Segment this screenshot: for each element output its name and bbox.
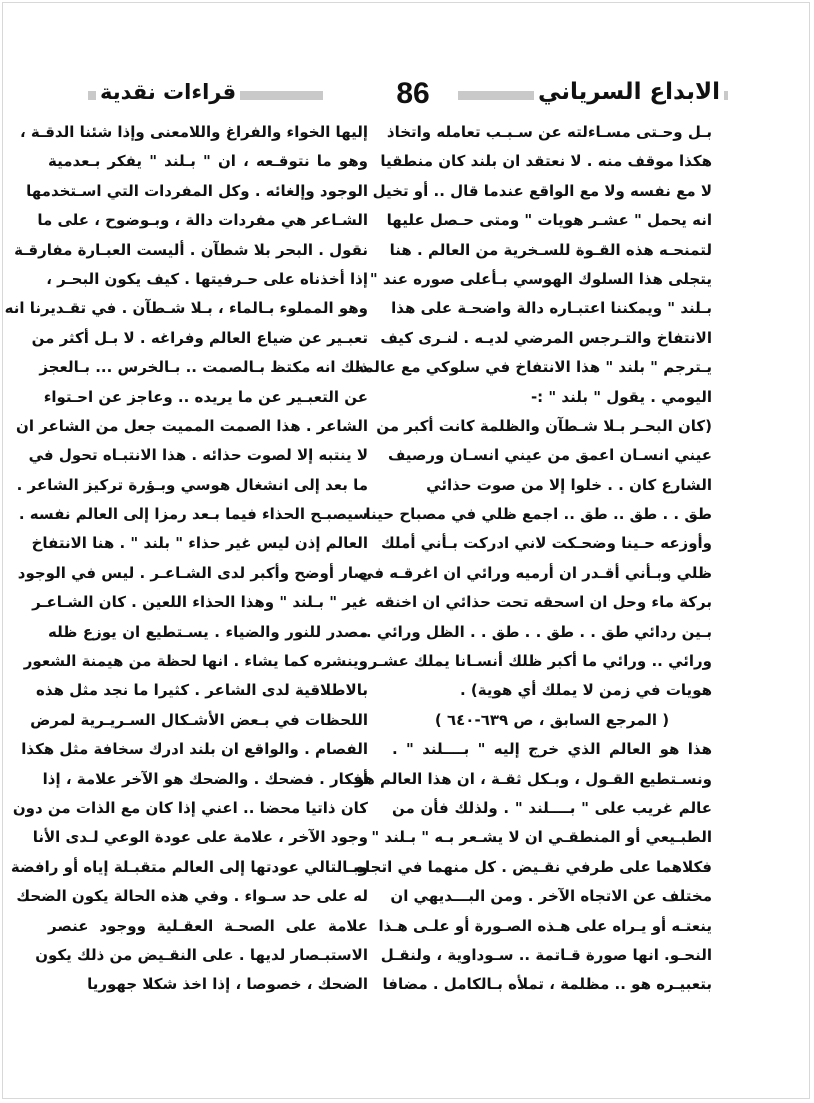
text-line: انه يحمل " عشـر هويات " ومتى حـصل عليها — [386, 211, 712, 230]
text-line: وهو ما نتوقـعه ، ان " بـلند " يفكر بـعدمية — [48, 152, 368, 171]
text-line: سيصبـح الحذاء فيما بـعد رمزا إلى العالم نفسه . — [18, 505, 368, 524]
left-text-column — [4, 118, 368, 1000]
text-line: وأوزعه حـينا وضحـكت لاني ادركت بـأني أملك — [380, 534, 712, 553]
text-line: اليومي . يقول " بلند " :- — [530, 387, 712, 406]
text-line: الاستبـصار لديها . على النقـيض من ذلك يكون — [35, 945, 368, 964]
text-line: إليها الخواء والفراغ واللامعنى وإذا شئنا الدقـة ، — [19, 123, 368, 141]
text-line: الضحك ، خصوصا ، إذا اخذ شكلا جهوريا — [87, 975, 368, 994]
text-line: الطبـيعي أو المنطقـي ان لا يشـعر بـه " بـلند " — [371, 828, 712, 847]
text-line: هكذا موقف منه . لا نعتقد ان بلند كان منطقيا — [380, 152, 712, 171]
text-line: تعبـير عن ضياع العالم وفراغه . لا بـل أكثر من — [31, 328, 368, 347]
text-line: نقول . البحر بلا شطآن . أليست العبـارة مفارقـة — [14, 240, 368, 259]
text-line: فكلاهما على طرفي نقـيض . كل منهما في اتجاه — [356, 857, 712, 876]
text-line: مصدر للنور والضياء . يسـتطيع ان يوزع ظله — [48, 622, 368, 641]
text-line: وهو المملوء بـالماء ، بـلا شـطآن . في تقـديرنا انه — [4, 299, 368, 318]
text-line: الانتفاخ والتـرجس المرضي لديـه . لنـرى كيف — [380, 328, 712, 347]
text-line: عن التعبـير عن ما يريده .. وعاجز عن احـتواء — [43, 387, 368, 406]
text-line: علامة على الصحـة العقـلية ووجود عنصر — [48, 916, 368, 935]
text-line: وبـالتالي عودتها إلى العالم متقبـلة إياه أو رافضة — [10, 857, 368, 876]
text-line: بركة ماء وحل ان اسحقه تحت حذائي ان اخنقه — [375, 593, 712, 612]
text-line: الشاعر . هذا الصمت المميت جعل من الشاعر ان — [16, 416, 368, 435]
text-line: الوجود وإلغائه . وكل المفردات التي اسـتخدمها — [26, 181, 368, 200]
magazine-title: الابداع السرياني — [534, 76, 724, 108]
text-line: الفصام . والواقع ان بلند ادرك سخافة مثل هكذا — [21, 740, 368, 759]
text-line: يـترجم " بلند " هذا الانتفاخ في سلوكي مع عالمه — [355, 358, 712, 377]
text-line: عالم غريب على " بــــلند " . ولذلك فأن من — [392, 798, 712, 817]
text-line: ما بعد إلى انشغال هوسي وبـؤرة تركيز الشاعر . — [16, 475, 368, 494]
text-line: لا مع نفسه ولا مع الواقع عندما قال .. أو تخيل — [372, 181, 712, 200]
text-line: لتمنحـه هذه القـوة للسـخرية من العالم . هنا — [389, 240, 712, 259]
page-header — [88, 74, 728, 118]
text-line: بتعبيـره هو .. مظلمة ، تملأه بـالكامل . مضافا — [382, 975, 712, 994]
text-line: ( المرجع السابق ، ص ٦٣٩-٦٤٠ ) — [434, 710, 670, 729]
text-line: له على حد سـواء . وفي هذه الحالة يكون الضحك — [16, 887, 368, 906]
text-line: مختلف عن الاتجاه الآخر . ومن البـــديهي ان — [390, 887, 712, 906]
text-line: بالاطلاقية لدى الشاعر . كثيرا ما نجد مثل هذه — [36, 681, 368, 700]
text-line: بـلند " ويمكننا اعتبـاره دالة واضحـة على هذا — [391, 299, 712, 318]
text-line: وجود الآخر ، علامة على عودة الوعي لـدى الأنا — [32, 828, 368, 847]
text-line: العالم إذن ليس غير حذاء " بلند " . هنا الانتفاخ — [31, 534, 368, 553]
text-line: أفكار . فضحك . والضحك هو الآخر علامة ، إذا — [42, 769, 368, 788]
text-line: بـين ردائي طق . . طق . . طق . . الظل ورائي .. — [360, 622, 712, 641]
text-line: طق . . طق .. طق .. اجمع ظلي في مصباح حينا . — [354, 505, 712, 524]
text-line: ونسـتطيع القـول ، وبـكل ثقـة ، ان هذا العالم هو — [354, 769, 712, 788]
text-line: هويات في زمن لا يملك أي هوية) . — [459, 681, 712, 700]
text-line: غير " بـلند " وهذا الحذاء اللعين . كان الشـاعـر — [32, 593, 368, 612]
text-line: الشـاعر هي مفردات دالة ، وبـوضوح ، على ما — [37, 211, 368, 230]
text-line: لا ينتبه إلا لصوت حذائه . هذا الانتبـاه تحول في — [28, 446, 368, 465]
text-line: النحـو. انها صورة قـاتمة .. سـوداوية ، ولنقـل — [380, 945, 712, 964]
text-line: إذا أخذناه على حـرفيتها . كيف يكون البحـر ، — [46, 269, 368, 288]
text-line: ورائي .. ورائي ما أكبر ظلك أنسـانا يملك عشـر — [368, 652, 712, 671]
text-line: يتجلى هذا السلوك الهوسي بـأعلى صوره عند " — [369, 269, 712, 288]
text-line: صار أوضح وأكبر لدى الشـاعـر . ليس في الوجود — [17, 563, 368, 582]
text-line: هذا هو العالم الذي خرج إليه " بــــلند " . — [392, 740, 712, 759]
text-line: ينعتـه أو يـراه على هـذه الصـورة أو علـى هـذا — [378, 916, 712, 935]
text-line: كان ذاتيا محضا .. اعني إذا كان مع الذات من دون — [12, 798, 368, 817]
text-line: وينشره كما يشاء . انها لحظة من هيمنة الشعور — [23, 652, 368, 671]
text-line: بـل وحـتى مسـاءلته عن سـبـب تعامله واتخاذ — [386, 123, 712, 141]
page-number: 86 — [396, 77, 430, 110]
text-line: ظلي وبـأني أقـدر ان أرميه ورائي ان اغرقـه في — [359, 563, 712, 582]
text-line: الشارع كان . . خلوا إلا من صوت حذائي — [426, 475, 712, 494]
text-line: (كان البحـر بـلا شـطآن والظلمة كانت أكبر من — [376, 416, 712, 435]
section-title: قراءات نقدية — [96, 76, 240, 108]
right-text-column — [354, 118, 712, 1000]
text-line: عيني انسـان اعمق من عيني انسـان ورصيف — [387, 446, 712, 465]
text-line: ذلك انه مكتظ بـالصمت .. بـالخرس ... بـالعجز — [39, 358, 368, 377]
text-line: اللحظات في بـعض الأشـكال السـريـرية لمرض — [30, 710, 368, 729]
